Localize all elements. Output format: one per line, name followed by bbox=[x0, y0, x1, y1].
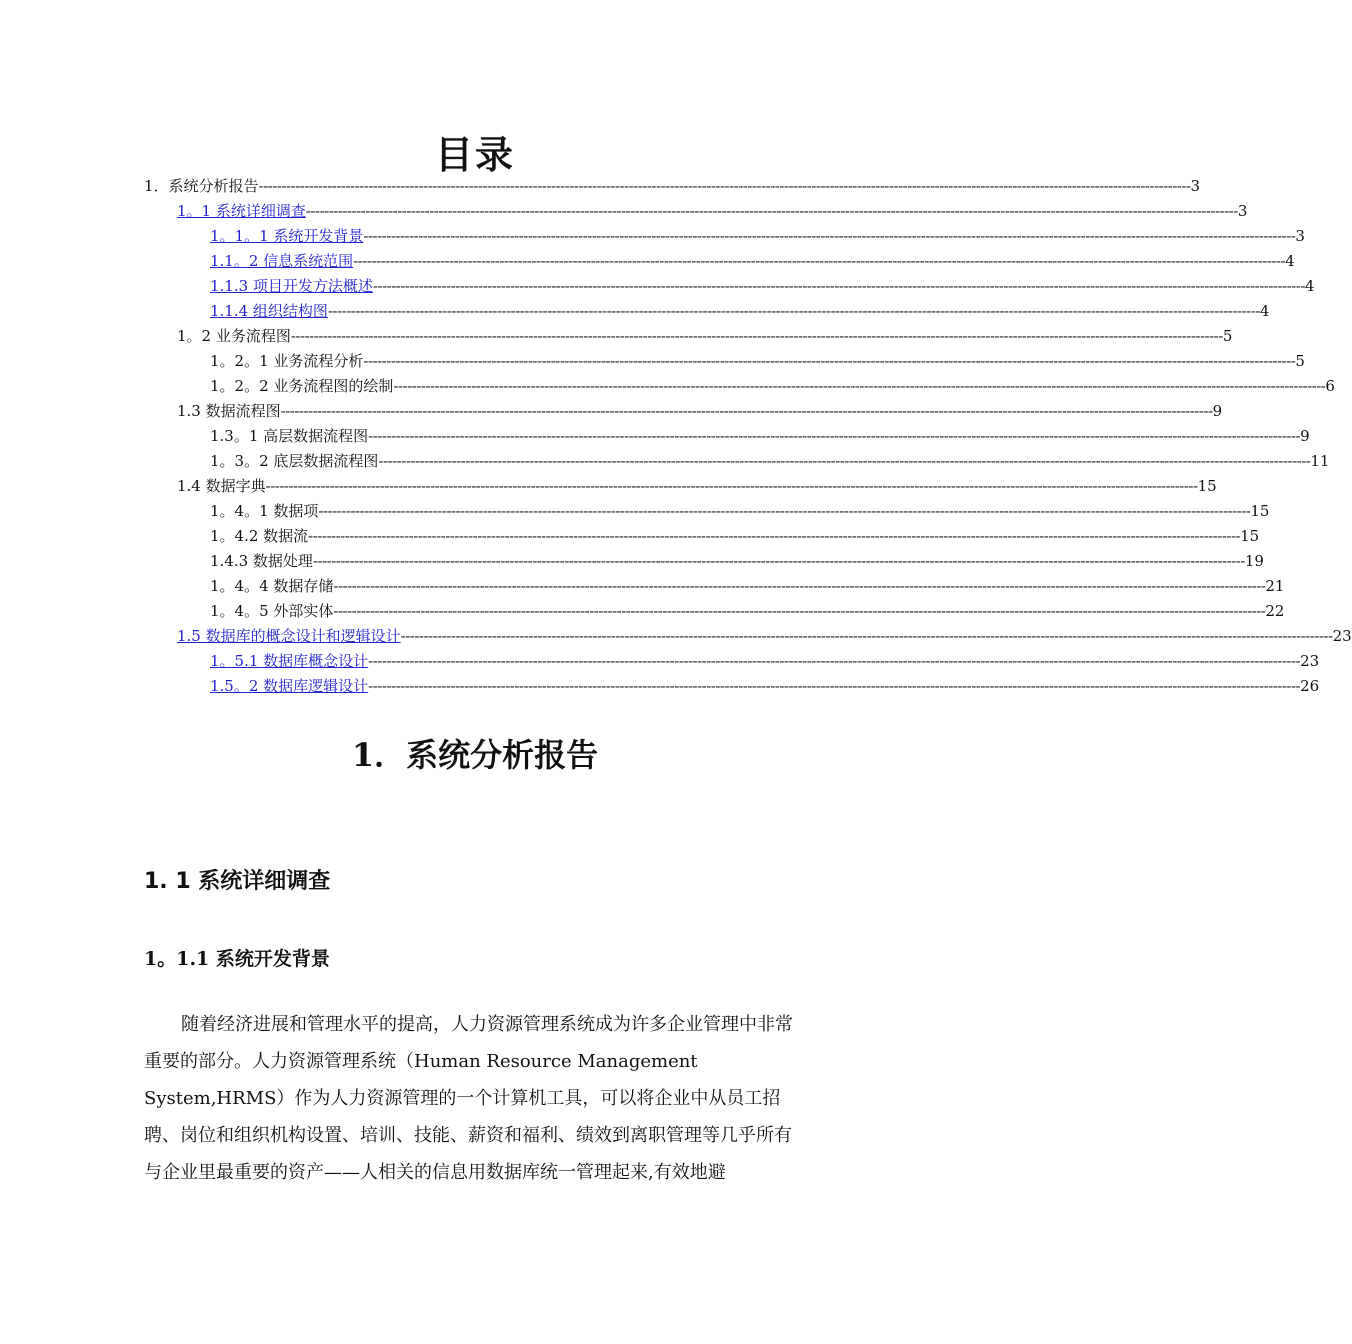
toc-entry bbox=[144, 599, 1285, 624]
toc-leader-dots: ------------------------------------------------------------------------------------------------------------------------------------------------------------------------------------------------------------ bbox=[368, 677, 1301, 695]
toc-page-number: 23 bbox=[1332, 627, 1352, 645]
toc-entry-label: 1.3。1 高层数据流程图 bbox=[210, 427, 369, 445]
toc-entry[interactable] bbox=[144, 224, 1305, 249]
table-of-contents bbox=[144, 174, 1352, 699]
toc-entry-label: 1．系统分析报告 bbox=[144, 177, 259, 195]
toc-leader-dots: ------------------------------------------------------------------------------------------------------------------------------------------------------------------------------------------------------------ bbox=[333, 577, 1266, 595]
toc-leader-dots: ------------------------------------------------------------------------------------------------------------------------------------------------------------------------------------------------------------ bbox=[368, 652, 1301, 670]
toc-entry[interactable] bbox=[144, 624, 1352, 649]
toc-entry-label: 1。4。1 数据项 bbox=[210, 502, 319, 520]
subsection-heading: 1。1.1 系统开发背景 bbox=[144, 948, 330, 970]
toc-page-number: 19 bbox=[1244, 552, 1264, 570]
toc-entry-label: 1。2。2 业务流程图的绘制 bbox=[210, 377, 394, 395]
toc-leader-dots: ------------------------------------------------------------------------------------------------------------------------------------------------------------------------------------------------------------ bbox=[378, 452, 1311, 470]
toc-entry-label[interactable]: 1.5。2 数据库逻辑设计 bbox=[210, 677, 369, 695]
chapter-heading: 1．系统分析报告 bbox=[351, 736, 599, 774]
toc-entry-label[interactable]: 1。5.1 数据库概念设计 bbox=[210, 652, 369, 670]
toc-page-number: 15 bbox=[1250, 502, 1270, 520]
toc-page-number: 23 bbox=[1300, 652, 1320, 670]
toc-page-number: 4 bbox=[1259, 302, 1270, 320]
toc-page-number: 15 bbox=[1240, 527, 1260, 545]
toc-leader-dots: ------------------------------------------------------------------------------------------------------------------------------------------------------------------------------------------------------------ bbox=[280, 402, 1213, 420]
body-paragraph bbox=[144, 1006, 804, 1191]
toc-page-number: 22 bbox=[1265, 602, 1285, 620]
toc-entry-label: 1。4。5 外部实体 bbox=[210, 602, 334, 620]
toc-entry bbox=[144, 399, 1223, 424]
toc-page-number: 9 bbox=[1300, 427, 1310, 445]
toc-entry-label[interactable]: 1。1 系统详细调查 bbox=[177, 202, 306, 220]
toc-entry-label[interactable]: 1.1。2 信息系统范围 bbox=[210, 252, 354, 270]
toc-leader-dots: ------------------------------------------------------------------------------------------------------------------------------------------------------------------------------------------------------------ bbox=[363, 227, 1296, 245]
toc-entry bbox=[144, 474, 1217, 499]
toc-leader-dots: ------------------------------------------------------------------------------------------------------------------------------------------------------------------------------------------------------------ bbox=[265, 477, 1198, 495]
toc-entry-label: 1。2。1 业务流程分析 bbox=[210, 352, 364, 370]
section-heading: 1. 1 系统详细调查 bbox=[144, 869, 331, 894]
toc-page-number: 9 bbox=[1212, 402, 1223, 420]
toc-entry bbox=[144, 524, 1260, 549]
toc-entry[interactable] bbox=[144, 674, 1320, 699]
toc-leader-dots: ------------------------------------------------------------------------------------------------------------------------------------------------------------------------------------------------------------ bbox=[363, 352, 1296, 370]
toc-page-number: 4 bbox=[1304, 277, 1315, 295]
toc-page-number: 11 bbox=[1310, 452, 1330, 470]
toc-entry-label: 1.3 数据流程图 bbox=[177, 402, 281, 420]
toc-leader-dots: ------------------------------------------------------------------------------------------------------------------------------------------------------------------------------------------------------------ bbox=[333, 602, 1266, 620]
toc-entry[interactable] bbox=[144, 274, 1315, 299]
toc-page-number: 4 bbox=[1285, 252, 1295, 270]
toc-leader-dots: ------------------------------------------------------------------------------------------------------------------------------------------------------------------------------------------------------------ bbox=[258, 177, 1191, 195]
toc-entry bbox=[144, 449, 1330, 474]
toc-page-number: 3 bbox=[1237, 202, 1248, 220]
toc-page-number: 5 bbox=[1295, 352, 1305, 370]
toc-page-number: 3 bbox=[1190, 177, 1201, 195]
toc-entry[interactable] bbox=[144, 249, 1295, 274]
toc-entry-label: 1。4.2 数据流 bbox=[210, 527, 309, 545]
toc-entry-label[interactable]: 1.1.3 项目开发方法概述 bbox=[210, 277, 373, 295]
toc-entry bbox=[144, 574, 1285, 599]
toc-leader-dots: ------------------------------------------------------------------------------------------------------------------------------------------------------------------------------------------------------------ bbox=[305, 202, 1238, 220]
toc-leader-dots: ------------------------------------------------------------------------------------------------------------------------------------------------------------------------------------------------------------ bbox=[353, 252, 1286, 270]
toc-entry-label: 1。3。2 底层数据流程图 bbox=[210, 452, 379, 470]
toc-entry bbox=[144, 499, 1270, 524]
toc-page-number: 15 bbox=[1197, 477, 1217, 495]
paragraph-text: 随着经济进展和管理水平的提高，人力资源管理系统成为许多企业管理中非常重要的部分。人力资源管理系统（Human Resource Management System,HRMS）作为人力资源管理的一个计算机工具，可以将企业中从员工招聘、岗位和组织机构设置、培训、技能、薪资和福利、绩效到离职管理等几乎所有与企业里最重要的资产——人相关的信息用数据库统一管理起来,有效地避 bbox=[144, 1014, 793, 1183]
toc-page-number: 6 bbox=[1325, 377, 1335, 395]
toc-entry-label: 1.4.3 数据处理 bbox=[210, 552, 313, 570]
toc-entry[interactable] bbox=[144, 649, 1320, 674]
toc-entry bbox=[144, 424, 1310, 449]
toc-title: 目录 bbox=[434, 133, 515, 177]
toc-page-number: 5 bbox=[1222, 327, 1233, 345]
toc-leader-dots: ------------------------------------------------------------------------------------------------------------------------------------------------------------------------------------------------------------ bbox=[368, 427, 1301, 445]
toc-entry-label: 1.4 数据字典 bbox=[177, 477, 266, 495]
toc-leader-dots: ------------------------------------------------------------------------------------------------------------------------------------------------------------------------------------------------------------ bbox=[290, 327, 1223, 345]
toc-leader-dots: ------------------------------------------------------------------------------------------------------------------------------------------------------------------------------------------------------------ bbox=[308, 527, 1241, 545]
toc-entry-label: 1。4。4 数据存储 bbox=[210, 577, 334, 595]
toc-page-number: 26 bbox=[1300, 677, 1320, 695]
toc-leader-dots: ------------------------------------------------------------------------------------------------------------------------------------------------------------------------------------------------------------ bbox=[312, 552, 1245, 570]
toc-entry-label: 1。2 业务流程图 bbox=[177, 327, 291, 345]
toc-page-number: 3 bbox=[1295, 227, 1305, 245]
toc-entry[interactable] bbox=[144, 199, 1248, 224]
toc-leader-dots: ------------------------------------------------------------------------------------------------------------------------------------------------------------------------------------------------------------ bbox=[393, 377, 1326, 395]
toc-entry bbox=[144, 374, 1335, 399]
toc-page-number: 21 bbox=[1265, 577, 1285, 595]
toc-entry-label[interactable]: 1。1。1 系统开发背景 bbox=[210, 227, 364, 245]
toc-entry bbox=[144, 324, 1233, 349]
toc-entry-label[interactable]: 1.5 数据库的概念设计和逻辑设计 bbox=[177, 627, 401, 645]
toc-entry-label[interactable]: 1.1.4 组织结构图 bbox=[210, 302, 328, 320]
toc-entry bbox=[144, 549, 1264, 574]
toc-leader-dots: ------------------------------------------------------------------------------------------------------------------------------------------------------------------------------------------------------------ bbox=[327, 302, 1260, 320]
toc-leader-dots: ------------------------------------------------------------------------------------------------------------------------------------------------------------------------------------------------------------ bbox=[318, 502, 1251, 520]
toc-leader-dots: ------------------------------------------------------------------------------------------------------------------------------------------------------------------------------------------------------------ bbox=[372, 277, 1305, 295]
toc-entry[interactable] bbox=[144, 299, 1270, 324]
toc-entry bbox=[144, 349, 1305, 374]
toc-leader-dots: ------------------------------------------------------------------------------------------------------------------------------------------------------------------------------------------------------------ bbox=[400, 627, 1333, 645]
toc-entry bbox=[144, 174, 1201, 199]
